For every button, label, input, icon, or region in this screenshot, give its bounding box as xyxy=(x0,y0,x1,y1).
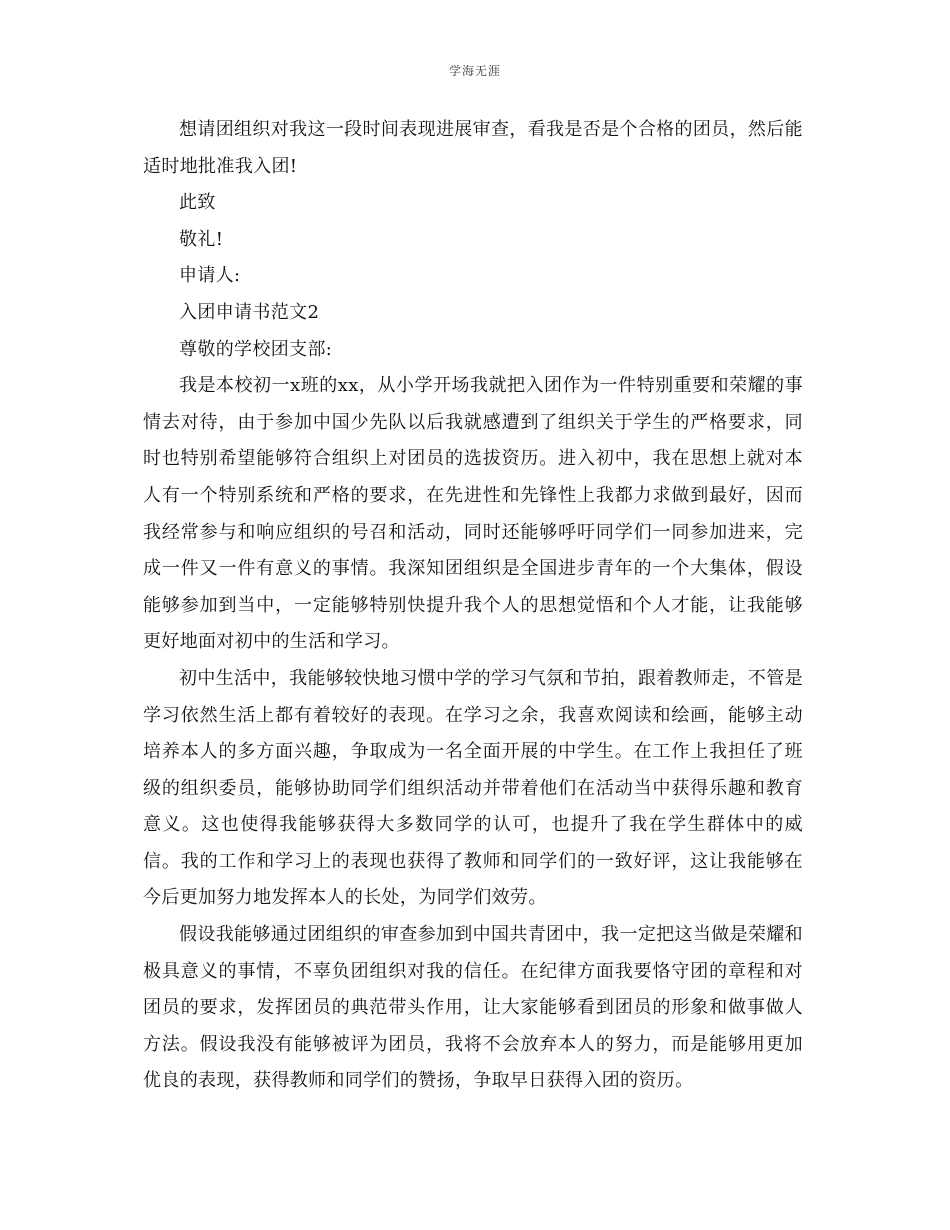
paragraph-regards: 敬礼! xyxy=(179,228,224,250)
page-header: 学海无涯 xyxy=(448,64,501,78)
paragraph-request: 想请团组织对我这一段时间表现进展审查，看我是否是个合格的团员，然后能适时地批准我入团! xyxy=(143,119,803,177)
paragraph-applicant: 申请人: xyxy=(179,265,241,287)
paragraph-body-3: 假设我能够通过团组织的审查参加到中国共青团中，我一定把这当做是荣耀和极具意义的事情，不辜负团组织对我的信任。在纪律方面我要恪守团的章程和对团员的要求，发挥团员的典范带头作用，让大家能够看到团员的形象和做事做人方法。假设我没有能够被评为团员，我将不会放弃本人的努力，而是能够用更加优良的表现，获得教师和同学们的赞扬，争取早日获得入团的资历。 xyxy=(143,924,803,1092)
document-body xyxy=(143,112,803,1100)
paragraph-body-1: 我是本校初一x班的xx，从小学开场我就把入团作为一件特别重要和荣耀的事情去对待，由于参加中国少先队以后我就感遭到了组织关于学生的严格要求，同时也特别希望能够符合组织上对团员的选拔资历。进入初中，我在思想上就对本人有一个特别系统和严格的要求，在先进性和先锋性上我都力求做到最好，因而我经常参与和响应组织的号召和活动，同时还能够呼吁同学们一同参加进来，完成一件又一件有意义的事情。我深知团组织是全国进步青年的一个大集体，假设能够参加到当中，一定能够特别快提升我个人的思想觉悟和个人才能，让我能够更好地面对初中的生活和学习。 xyxy=(143,375,803,653)
section-title: 入团申请书范文2 xyxy=(179,301,320,323)
paragraph-body-2: 初中生活中，我能够较快地习惯中学的学习气氛和节拍，跟着教师走，不管是学习依然生活上都有着较好的表现。在学习之余，我喜欢阅读和绘画，能够主动培养本人的多方面兴趣，争取成为一名全面开展的中学生。在工作上我担任了班级的组织委员，能够协助同学们组织活动并带着他们在活动当中获得乐趣和教育意义。这也使得我能够获得大多数同学的认可，也提升了我在学生群体中的威信。我的工作和学习上的表现也获得了教师和同学们的一致好评，这让我能够在今后更加努力地发挥本人的长处，为同学们效劳。 xyxy=(143,667,803,909)
paragraph-salutation: 此致 xyxy=(179,192,216,214)
paragraph-greeting: 尊敬的学校团支部: xyxy=(179,338,333,360)
